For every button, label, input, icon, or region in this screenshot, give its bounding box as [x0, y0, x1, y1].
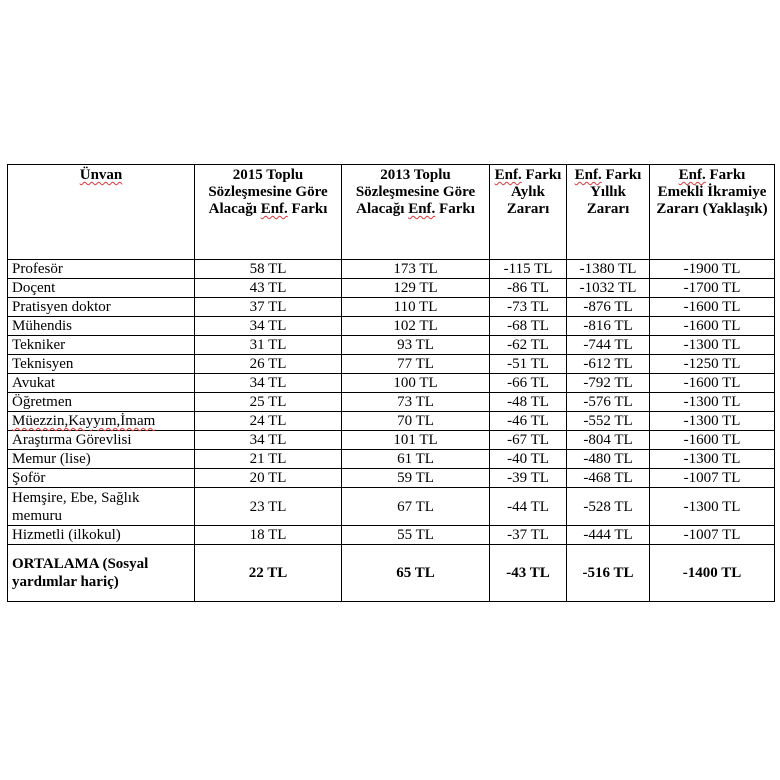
- yearly-loss-cell: -576 TL: [567, 393, 650, 412]
- monthly-loss-cell: -51 TL: [490, 355, 567, 374]
- retirement-loss-cell: -1900 TL: [650, 260, 775, 279]
- value-2013-cell: 59 TL: [342, 469, 490, 488]
- monthly-loss-cell: -86 TL: [490, 279, 567, 298]
- retirement-loss-cell: -1250 TL: [650, 355, 775, 374]
- value-2013-cell: 70 TL: [342, 412, 490, 431]
- value-2015-cell: 58 TL: [195, 260, 342, 279]
- retirement-loss-cell: -1007 TL: [650, 526, 775, 545]
- value-2013-cell: 55 TL: [342, 526, 490, 545]
- average-monthly-loss-cell: -43 TL: [490, 545, 567, 602]
- title-cell: Araştırma Görevlisi: [8, 431, 195, 450]
- title-cell: Teknisyen: [8, 355, 195, 374]
- title-cell: Pratisyen doktor: [8, 298, 195, 317]
- value-2015-cell: 21 TL: [195, 450, 342, 469]
- monthly-loss-cell: -67 TL: [490, 431, 567, 450]
- average-row: [8, 545, 775, 602]
- average-yearly-loss-cell: -516 TL: [567, 545, 650, 602]
- table-row: [8, 374, 775, 393]
- monthly-loss-cell: -66 TL: [490, 374, 567, 393]
- value-2015-cell: 25 TL: [195, 393, 342, 412]
- retirement-loss-cell: -1600 TL: [650, 298, 775, 317]
- yearly-loss-cell: -612 TL: [567, 355, 650, 374]
- header-2013: 2013 Toplu Sözleşmesine Göre Alacağı Enf. Farkı: [342, 165, 490, 260]
- monthly-loss-cell: -73 TL: [490, 298, 567, 317]
- value-2013-cell: 93 TL: [342, 336, 490, 355]
- value-2013-cell: 173 TL: [342, 260, 490, 279]
- monthly-loss-cell: -37 TL: [490, 526, 567, 545]
- value-2013-cell: 129 TL: [342, 279, 490, 298]
- value-2015-cell: 26 TL: [195, 355, 342, 374]
- retirement-loss-cell: -1300 TL: [650, 336, 775, 355]
- title-cell: Şoför: [8, 469, 195, 488]
- table-row: [8, 393, 775, 412]
- average-2013-cell: 65 TL: [342, 545, 490, 602]
- title-cell: Öğretmen: [8, 393, 195, 412]
- title-cell: [8, 412, 195, 431]
- table-row: [8, 279, 775, 298]
- table-row: [8, 317, 775, 336]
- yearly-loss-cell: -480 TL: [567, 450, 650, 469]
- title-cell: Memur (lise): [8, 450, 195, 469]
- value-2015-cell: 34 TL: [195, 374, 342, 393]
- retirement-loss-cell: -1700 TL: [650, 279, 775, 298]
- retirement-loss-cell: -1300 TL: [650, 412, 775, 431]
- value-2015-cell: 34 TL: [195, 431, 342, 450]
- yearly-loss-cell: -552 TL: [567, 412, 650, 431]
- average-2015-cell: 22 TL: [195, 545, 342, 602]
- monthly-loss-cell: -40 TL: [490, 450, 567, 469]
- average-retirement-loss-cell: -1400 TL: [650, 545, 775, 602]
- title-cell: Hemşire, Ebe, Sağlık memuru: [8, 488, 195, 526]
- title-cell: Doçent: [8, 279, 195, 298]
- monthly-loss-cell: -68 TL: [490, 317, 567, 336]
- retirement-loss-cell: -1300 TL: [650, 393, 775, 412]
- value-2015-cell: 20 TL: [195, 469, 342, 488]
- yearly-loss-cell: -468 TL: [567, 469, 650, 488]
- yearly-loss-cell: -744 TL: [567, 336, 650, 355]
- header-monthly-loss: Enf. Farkı Aylık Zararı: [490, 165, 567, 260]
- yearly-loss-cell: -816 TL: [567, 317, 650, 336]
- value-2013-cell: 100 TL: [342, 374, 490, 393]
- value-2013-cell: 77 TL: [342, 355, 490, 374]
- value-2013-cell: 110 TL: [342, 298, 490, 317]
- average-title-cell: ORTALAMA (Sosyal yardımlar hariç): [8, 545, 195, 602]
- value-2013-cell: 61 TL: [342, 450, 490, 469]
- retirement-loss-cell: -1007 TL: [650, 469, 775, 488]
- header-retirement-loss: Enf. Farkı Emekli İkramiye Zararı (Yaklaşık): [650, 165, 775, 260]
- value-2015-cell: 18 TL: [195, 526, 342, 545]
- salary-comparison-table: [7, 164, 775, 602]
- value-2015-cell: 43 TL: [195, 279, 342, 298]
- value-2013-cell: 73 TL: [342, 393, 490, 412]
- retirement-loss-cell: -1300 TL: [650, 450, 775, 469]
- title-text: Müezzin,Kayyım,İmam: [12, 413, 156, 429]
- monthly-loss-cell: -48 TL: [490, 393, 567, 412]
- value-2015-cell: 24 TL: [195, 412, 342, 431]
- value-2015-cell: 37 TL: [195, 298, 342, 317]
- yearly-loss-cell: -792 TL: [567, 374, 650, 393]
- header-row: [8, 165, 775, 260]
- value-2013-cell: 67 TL: [342, 488, 490, 526]
- title-cell: Mühendis: [8, 317, 195, 336]
- title-cell: Hizmetli (ilkokul): [8, 526, 195, 545]
- table-row: [8, 488, 775, 526]
- yearly-loss-cell: -1380 TL: [567, 260, 650, 279]
- monthly-loss-cell: -62 TL: [490, 336, 567, 355]
- value-2015-cell: 31 TL: [195, 336, 342, 355]
- table-row: [8, 298, 775, 317]
- yearly-loss-cell: -444 TL: [567, 526, 650, 545]
- retirement-loss-cell: -1600 TL: [650, 374, 775, 393]
- header-2015: 2015 Toplu Sözleşmesine Göre Alacağı Enf. Farkı: [195, 165, 342, 260]
- table-row: [8, 412, 775, 431]
- yearly-loss-cell: -1032 TL: [567, 279, 650, 298]
- header-title: Ünvan: [8, 165, 195, 260]
- retirement-loss-cell: -1300 TL: [650, 488, 775, 526]
- monthly-loss-cell: -44 TL: [490, 488, 567, 526]
- table-row: [8, 431, 775, 450]
- retirement-loss-cell: -1600 TL: [650, 431, 775, 450]
- header-yearly-loss: Enf. Farkı Yıllık Zararı: [567, 165, 650, 260]
- monthly-loss-cell: -115 TL: [490, 260, 567, 279]
- monthly-loss-cell: -39 TL: [490, 469, 567, 488]
- title-cell: Avukat: [8, 374, 195, 393]
- value-2013-cell: 102 TL: [342, 317, 490, 336]
- monthly-loss-cell: -46 TL: [490, 412, 567, 431]
- title-cell: Tekniker: [8, 336, 195, 355]
- table-row: [8, 260, 775, 279]
- table-row: [8, 469, 775, 488]
- table-row: [8, 355, 775, 374]
- table-row: [8, 336, 775, 355]
- value-2015-cell: 23 TL: [195, 488, 342, 526]
- value-2013-cell: 101 TL: [342, 431, 490, 450]
- yearly-loss-cell: -804 TL: [567, 431, 650, 450]
- table-row: [8, 450, 775, 469]
- title-cell: Profesör: [8, 260, 195, 279]
- value-2015-cell: 34 TL: [195, 317, 342, 336]
- table-row: [8, 526, 775, 545]
- yearly-loss-cell: -528 TL: [567, 488, 650, 526]
- retirement-loss-cell: -1600 TL: [650, 317, 775, 336]
- yearly-loss-cell: -876 TL: [567, 298, 650, 317]
